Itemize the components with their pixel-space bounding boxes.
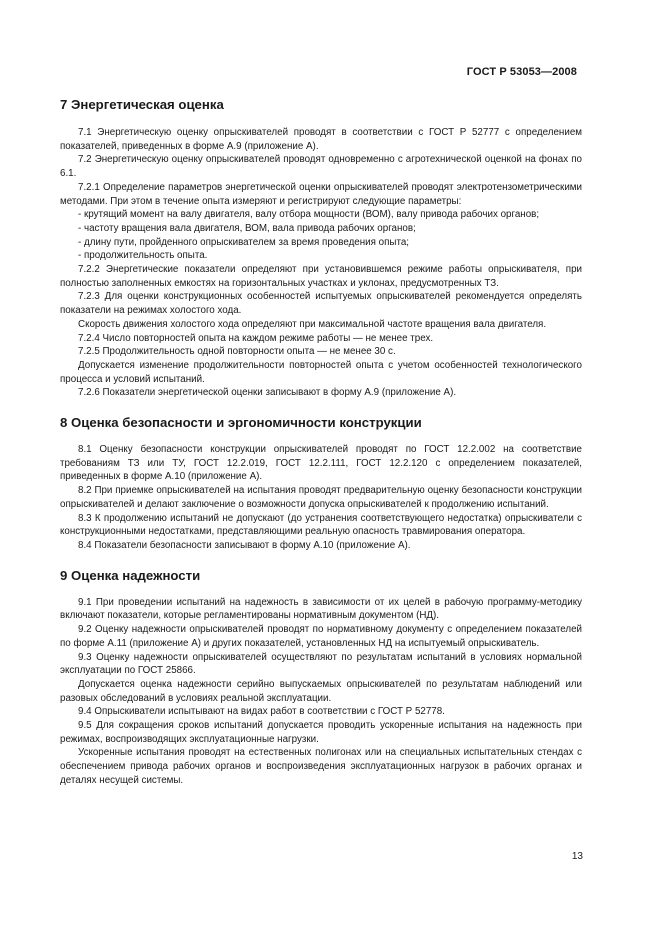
page-number: 13	[571, 851, 583, 862]
paragraph-idle-speed: Скорость движения холостого хода определяют при максимальной частоте вращения вала двигателя.	[78, 318, 547, 330]
paragraph-7-2-5: 7.2.5 Продолжительность одной повторности опыта — не менее 30 с.	[78, 346, 396, 358]
page-body	[60, 96, 582, 788]
section-8-title: 8 Оценка безопасности и эргономичности конструкции	[60, 415, 422, 431]
list-item-rotation-frequency: - частоту вращения вала двигателя, ВОМ, вала привода рабочих органов;	[78, 222, 416, 234]
section-7-energy-assessment	[60, 96, 582, 400]
paragraph-9-2: 9.2 Оценку надежности опрыскивателей проводят по нормативному документу с определением показателей по форме А.11 (приложение А) и других показателей, установленных НД на испытуемый опрыскиватель.	[60, 624, 582, 649]
list-item-duration: - продолжительность опыта.	[78, 250, 208, 262]
section-7-title: 7 Энергетическая оценка	[60, 97, 224, 112]
section-9-reliability	[60, 567, 582, 788]
paragraph-7-2-2: 7.2.2 Энергетические показатели определяют при установившемся режиме работы опрыскивателя, при полностью заполненных емкостях на горизонтальных участках и уклонах, предусмотренных ТЗ.	[60, 264, 582, 289]
paragraph-7-2-1: 7.2.1 Определение параметров энергетической оценки опрыскивателей проводят электротензометрическими методами. При этом в течение опыта измеряют и регистрируют следующие параметры:	[60, 181, 582, 207]
paragraph-8-3: 8.3 К продолжению испытаний не допускают (до устранения соответствующего недостатка) опрыскиватели с конструкционными недостатками, представляющими реальную опасность травмирования оператора.	[60, 512, 582, 538]
paragraph-9-4: 9.4 Опрыскиватели испытывают на видах работ в соответствии с ГОСТ Р 52778.	[78, 706, 445, 718]
paragraph-duration-change: Допускается изменение продолжительности повторностей опыта с учетом особенностей технологического процесса и условий испытаний.	[60, 359, 582, 385]
paragraph-9-1: 9.1 При проведении испытаний на надежность в зависимости от их целей в рабочую программу-методику включают показатели, которые регламентированы нормативным документом (НД).	[60, 596, 582, 622]
paragraph-7-2-4: 7.2.4 Число повторностей опыта на каждом режиме работы — не менее трех.	[78, 332, 434, 344]
paragraph-8-4: 8.4 Показатели безопасности записывают в форму А.10 (приложение А).	[78, 539, 411, 551]
document-id-header: ГОСТ Р 53053—2008	[466, 66, 577, 78]
paragraph-7-2-3: 7.2.3 Для оценки конструкционных особенностей испытуемых опрыскивателей рекомендуется определять показатели на режимах холостого хода.	[60, 291, 582, 317]
paragraph-serial-reliability: Допускается оценка надежности серийно выпускаемых опрыскивателей по результатам наблюдений или разовых обследований в условиях реальной эксплуатации.	[60, 678, 582, 704]
list-item-torque: - крутящий момент на валу двигателя, валу отбора мощности (ВОМ), валу привода рабочих органов;	[78, 209, 540, 221]
section-8-safety-ergonomics	[60, 414, 582, 553]
paragraph-7-2: 7.2 Энергетическую оценку опрыскивателей проводят одновременно с агротехнической оценкой на фонах по 6.1.	[60, 154, 582, 180]
paragraph-accelerated-tests: Ускоренные испытания проводят на естественных полигонах или на специальных испытательных стендах с обеспечением привода рабочих органов и воспроизведения эксплуатационных нагрузок в рабочих органах и деталях несущей системы.	[60, 747, 582, 786]
paragraph-8-1: 8.1 Оценку безопасности конструкции опрыскивателей проводят по ГОСТ 12.2.002 на соответствие требованиям ТЗ или ТУ, ГОСТ 12.2.019, ГОСТ 12.2.111, ГОСТ 12.2.120 с определением показателей, приведенных в форме А.10 (приложение А).	[60, 444, 582, 483]
list-item-path-length: - длину пути, пройденного опрыскивателем за время проведения опыта;	[78, 236, 409, 248]
section-9-title: 9 Оценка надежности	[60, 567, 201, 583]
paragraph-9-3: 9.3 Оценку надежности опрыскивателей осуществляют по результатам испытаний в условиях нормальной эксплуатации по ГОСТ 25866.	[60, 651, 582, 677]
paragraph-7-2-6: 7.2.6 Показатели энергетической оценки записывают в форму А.9 (приложение А).	[78, 387, 457, 399]
paragraph-9-5: 9.5 Для сокращения сроков испытаний допускается проводить ускоренные испытания на надежность при режимах, воспроизводящих эксплуатационные нагрузки.	[60, 720, 582, 745]
paragraph-8-2: 8.2 При приемке опрыскивателей на испытания проводят предварительную оценку безопасности конструкции опрыскивателей и делают заключение о возможности допуска опрыскивателей к продолжению испытаний.	[60, 485, 582, 510]
paragraph-7-1: 7.1 Энергетическую оценку опрыскивателей проводят в соответствии с ГОСТ Р 52777 с определением показателей, приведенных в форме А.9 (приложение А).	[60, 127, 582, 152]
